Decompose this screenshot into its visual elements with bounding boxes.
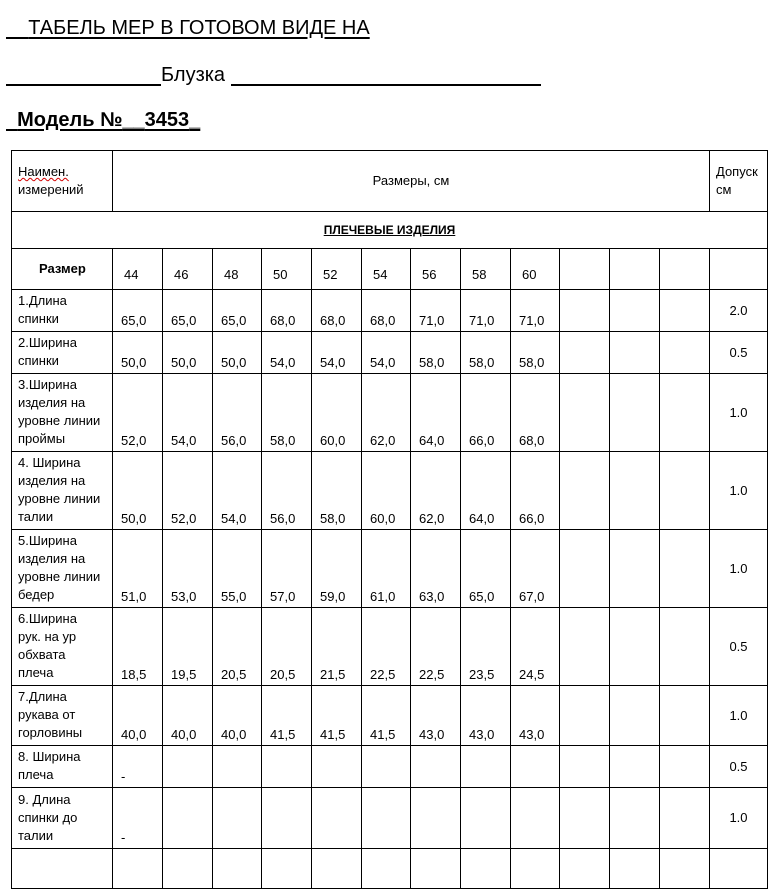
value-cell: 60,0 [312,374,362,452]
value-cell [660,332,710,374]
measure-name: 4. Ширина изделия на уровне линии талии [12,452,113,530]
table-row [12,746,768,788]
value-cell: 20,5 [213,608,262,686]
value-cell [362,849,411,889]
measure-name: 3.Ширина изделия на уровне линии проймы [12,374,113,452]
value-cell [213,849,262,889]
measure-name-header: Наимен. измерений [12,151,113,212]
value-cell [213,788,262,849]
value-cell [560,686,610,746]
value-cell: 65,0 [113,290,163,332]
value-cell: 62,0 [362,374,411,452]
product-line [6,64,541,87]
measurement-table [11,150,768,889]
value-cell [262,746,312,788]
measure-name: 7.Длина рукава от горловины [12,686,113,746]
value-cell: 63,0 [411,530,461,608]
value-cell [560,788,610,849]
value-cell [560,374,610,452]
value-cell [511,788,560,849]
value-cell: 66,0 [461,374,511,452]
table-row [12,686,768,746]
value-cell: 22,5 [411,608,461,686]
tolerance-cell: 0.5 [710,608,768,686]
value-cell [660,608,710,686]
model-line: Модель №__3453_ [17,109,201,131]
value-cell: 40,0 [213,686,262,746]
value-cell: 54,0 [262,332,312,374]
value-cell [610,374,660,452]
value-cell [560,530,610,608]
value-cell: 56,0 [213,374,262,452]
size-cell [660,249,710,290]
value-cell [113,849,163,889]
value-cell: 54,0 [163,374,213,452]
value-cell: 40,0 [113,686,163,746]
tolerance-cell: 1.0 [710,374,768,452]
value-cell: 41,5 [312,686,362,746]
tolerance-cell: 1.0 [710,686,768,746]
tolerance-cell: 0.5 [710,332,768,374]
tolerance-cell: 2.0 [710,290,768,332]
measure-name [12,849,113,889]
value-cell [610,746,660,788]
value-cell [660,849,710,889]
value-cell [560,332,610,374]
value-cell [610,788,660,849]
value-cell [610,849,660,889]
value-cell: 54,0 [362,332,411,374]
table-row [12,290,768,332]
value-cell: 68,0 [312,290,362,332]
value-cell [610,608,660,686]
value-cell: 24,5 [511,608,560,686]
size-cell-tolerance [710,249,768,290]
value-cell [660,290,710,332]
value-cell [560,849,610,889]
value-cell: 65,0 [461,530,511,608]
value-cell [560,452,610,530]
value-cell: 71,0 [461,290,511,332]
value-cell: 68,0 [362,290,411,332]
value-cell [660,746,710,788]
value-cell [610,290,660,332]
header-row [12,151,768,212]
size-label: Размер [12,249,113,290]
table-row [12,374,768,452]
value-cell: 41,5 [262,686,312,746]
size-row [12,249,768,290]
value-cell [163,788,213,849]
value-cell: 62,0 [411,452,461,530]
value-cell: - [113,746,163,788]
value-cell [610,686,660,746]
value-cell [511,849,560,889]
value-cell: 18,5 [113,608,163,686]
value-cell [362,788,411,849]
value-cell: 58,0 [262,374,312,452]
measure-name: 1.Длина спинки [12,290,113,332]
value-cell [163,849,213,889]
value-cell: 51,0 [113,530,163,608]
value-cell: 20,5 [262,608,312,686]
table-row [12,452,768,530]
value-cell: 53,0 [163,530,213,608]
value-cell [312,746,362,788]
value-cell [610,530,660,608]
section-row [12,212,768,249]
value-cell [610,332,660,374]
value-cell [511,746,560,788]
value-cell: 40,0 [163,686,213,746]
size-cell: 58 [461,249,511,290]
value-cell: 64,0 [411,374,461,452]
measure-name: 9. Длина спинки до талии [12,788,113,849]
tolerance-header: Допуск см [710,151,768,212]
value-cell: 54,0 [312,332,362,374]
value-cell: 23,5 [461,608,511,686]
value-cell [411,746,461,788]
value-cell [213,746,262,788]
size-cell [610,249,660,290]
value-cell: 21,5 [312,608,362,686]
measure-name: 2.Ширина спинки [12,332,113,374]
value-cell [660,452,710,530]
table-row [12,530,768,608]
value-cell: 43,0 [511,686,560,746]
value-cell: 71,0 [511,290,560,332]
value-cell: 65,0 [213,290,262,332]
value-cell [362,746,411,788]
size-cell: 56 [411,249,461,290]
value-cell: 56,0 [262,452,312,530]
value-cell: 58,0 [312,452,362,530]
value-cell [411,788,461,849]
tolerance-cell: 0.5 [710,746,768,788]
value-cell [262,849,312,889]
table-row [12,849,768,889]
value-cell [262,788,312,849]
size-cell: 54 [362,249,411,290]
product-name: Блузка [161,64,226,86]
value-cell: 65,0 [163,290,213,332]
value-cell [312,788,362,849]
value-cell: 68,0 [511,374,560,452]
value-cell [312,849,362,889]
size-cell: 60 [511,249,560,290]
value-cell: 57,0 [262,530,312,608]
sizes-header: Размеры, см [113,151,710,212]
size-cell: 48 [213,249,262,290]
value-cell [163,746,213,788]
measure-name: 8. Ширина плеча [12,746,113,788]
value-cell: 54,0 [213,452,262,530]
value-cell [660,686,710,746]
value-cell: 67,0 [511,530,560,608]
value-cell: 50,0 [113,452,163,530]
model-number: 3453 [144,109,190,131]
value-cell [660,530,710,608]
value-cell: 64,0 [461,452,511,530]
value-cell: 41,5 [362,686,411,746]
doc-title: ТАБЕЛЬ МЕР В ГОТОВОМ ВИДЕ НА [28,17,370,39]
tolerance-cell: 1.0 [710,452,768,530]
size-cell: 50 [262,249,312,290]
value-cell [610,452,660,530]
size-cell: 46 [163,249,213,290]
value-cell [660,788,710,849]
size-cell: 52 [312,249,362,290]
value-cell [411,849,461,889]
tolerance-cell: 1.0 [710,788,768,849]
value-cell: 60,0 [362,452,411,530]
value-cell [461,849,511,889]
section-title: ПЛЕЧЕВЫЕ ИЗДЕЛИЯ [12,212,768,249]
value-cell: 50,0 [163,332,213,374]
value-cell [560,746,610,788]
table-row [12,788,768,849]
value-cell: 52,0 [163,452,213,530]
value-cell: - [113,788,163,849]
value-cell: 52,0 [113,374,163,452]
value-cell [461,788,511,849]
value-cell [560,608,610,686]
value-cell: 66,0 [511,452,560,530]
measure-name: 6.Ширина рук. на ур обхвата плеча [12,608,113,686]
tolerance-cell: 1.0 [710,530,768,608]
value-cell: 61,0 [362,530,411,608]
value-cell: 59,0 [312,530,362,608]
value-cell: 71,0 [411,290,461,332]
size-cell: 44 [113,249,163,290]
table-row [12,608,768,686]
value-cell: 50,0 [113,332,163,374]
value-cell: 58,0 [411,332,461,374]
measure-name: 5.Ширина изделия на уровне линии бедер [12,530,113,608]
value-cell [461,746,511,788]
value-cell: 68,0 [262,290,312,332]
value-cell: 55,0 [213,530,262,608]
value-cell: 50,0 [213,332,262,374]
table-row [12,332,768,374]
value-cell: 58,0 [461,332,511,374]
value-cell: 43,0 [411,686,461,746]
value-cell: 22,5 [362,608,411,686]
value-cell: 58,0 [511,332,560,374]
value-cell: 19,5 [163,608,213,686]
value-cell [560,290,610,332]
tolerance-cell [710,849,768,889]
value-cell [660,374,710,452]
size-cell [560,249,610,290]
value-cell: 43,0 [461,686,511,746]
